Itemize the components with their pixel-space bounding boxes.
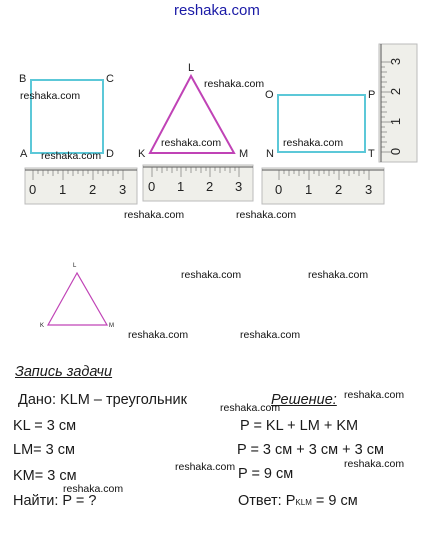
ruler-1-tick-2: 2 <box>89 182 97 197</box>
watermark: reshaka.com <box>124 209 185 221</box>
ruler-2-tick-0: 0 <box>148 179 156 194</box>
watermark: reshaka.com <box>161 137 222 149</box>
answer-prefix: Ответ: P <box>238 493 296 509</box>
solution-line-3: P = 9 см <box>238 466 294 482</box>
point-label-n: N <box>266 148 274 160</box>
watermark: reshaka.com <box>128 329 189 341</box>
watermark: reshaka.com <box>20 90 81 102</box>
watermark: reshaka.com <box>175 461 236 473</box>
point-label-b: B <box>19 73 27 85</box>
given-label: Дано: KLM – треугольник <box>18 392 187 408</box>
small-triangle <box>48 273 107 325</box>
point-label-k: K <box>138 148 146 160</box>
task-heading: Запись задачи <box>15 364 113 380</box>
point-label-t: T <box>368 148 375 160</box>
point-label-l: L <box>188 62 195 74</box>
point-label-a: A <box>20 148 28 160</box>
ruler-1-tick-1: 1 <box>59 182 67 197</box>
ruler-4-tick-2: 2 <box>388 87 404 96</box>
ruler-3-tick-2: 2 <box>335 182 343 197</box>
given-km: KM= 3 см <box>13 468 77 484</box>
watermark: reshaka.com <box>41 150 102 162</box>
watermark: reshaka.com <box>344 389 405 401</box>
solution-line-1: P = KL + LM + KM <box>240 418 359 434</box>
ruler-1-tick-0: 0 <box>29 182 37 197</box>
answer-line <box>238 493 358 509</box>
watermark: reshaka.com <box>220 402 281 414</box>
solution-line-2: P = 3 см + 3 см + 3 см <box>237 442 384 458</box>
watermark: reshaka.com <box>308 269 369 281</box>
ruler-2-tick-1: 1 <box>177 179 185 194</box>
watermark: reshaka.com <box>236 209 297 221</box>
answer-subscript: KLM <box>295 498 312 507</box>
given-kl: KL = 3 см <box>13 418 77 434</box>
ruler-4-tick-3: 3 <box>388 57 404 66</box>
point-label-c: C <box>106 73 114 85</box>
watermark: reshaka.com <box>283 137 344 149</box>
ruler-2-tick-2: 2 <box>206 179 214 194</box>
ruler-2-tick-3: 3 <box>235 179 243 194</box>
answer-suffix: = 9 см <box>311 493 358 509</box>
point-label-d: D <box>106 148 114 160</box>
ruler-3-tick-1: 1 <box>305 182 313 197</box>
ruler-1-tick-3: 3 <box>119 182 127 197</box>
point-label-p: P <box>368 89 376 101</box>
small-point-k: K <box>40 323 45 329</box>
small-point-m: M <box>109 323 114 329</box>
small-point-l: L <box>73 263 77 269</box>
watermark: reshaka.com <box>204 78 265 90</box>
find-label: Найти: P = ? <box>13 493 97 509</box>
ruler-3-tick-3: 3 <box>365 182 373 197</box>
given-lm: LM= 3 см <box>13 442 75 458</box>
watermark: reshaka.com <box>344 458 405 470</box>
site-title[interactable]: reshaka.com <box>174 2 260 19</box>
ruler-4-tick-1: 1 <box>388 117 404 126</box>
ruler-4-tick-0: 0 <box>388 147 404 156</box>
watermark: reshaka.com <box>240 329 301 341</box>
ruler-3-tick-0: 0 <box>275 182 283 197</box>
solution-heading: Решение: <box>271 392 337 408</box>
point-label-o: O <box>265 89 274 101</box>
watermark: reshaka.com <box>181 269 242 281</box>
watermark: reshaka.com <box>63 483 124 495</box>
point-label-m: M <box>239 148 249 160</box>
